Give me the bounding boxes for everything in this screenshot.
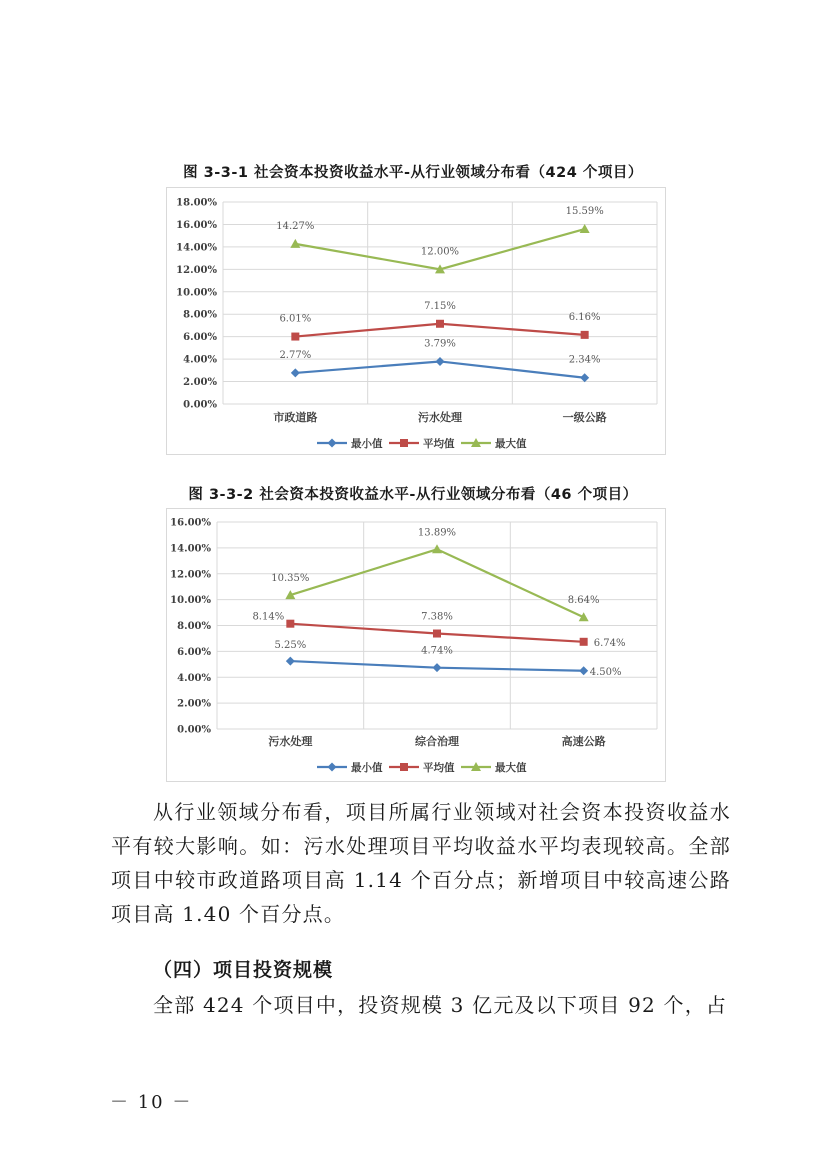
- legend-marker: [400, 439, 408, 447]
- data-point: [291, 368, 300, 377]
- data-label: 7.38%: [421, 611, 453, 623]
- data-point: [433, 663, 442, 672]
- y-tick-label: 10.00%: [170, 595, 211, 607]
- y-tick-label: 2.00%: [177, 698, 211, 710]
- data-label: 12.00%: [420, 246, 460, 258]
- x-category-label: 污水处理: [418, 411, 462, 424]
- legend-label: 最小值: [351, 438, 383, 450]
- legend-label: 最大值: [495, 762, 527, 774]
- legend-marker: [328, 763, 337, 772]
- data-point: [436, 320, 444, 328]
- x-category-label: 市政道路: [273, 411, 318, 424]
- y-tick-label: 10.00%: [176, 287, 217, 299]
- data-point: [581, 331, 589, 339]
- x-category-label: 高速公路: [561, 735, 606, 748]
- section-heading: （四）项目投资规模: [153, 959, 334, 981]
- data-label: 4.50%: [589, 666, 622, 678]
- legend-label: 平均值: [423, 438, 455, 450]
- x-category-label: 污水处理: [268, 735, 313, 748]
- paragraph-1-text: 从行业领域分布看，项目所属行业领域对社会资本投资收益水平有较大影响。如：污水处理项目平均收益水平均表现较高。全部项目中较市政道路项目高 1.14 个百分点；新增项目中较高速公路项目高 1.40 个百分点。: [111, 800, 731, 926]
- data-point: [286, 620, 294, 628]
- data-label: 15.59%: [565, 206, 604, 218]
- legend-marker: [328, 439, 337, 448]
- y-tick-label: 8.00%: [183, 309, 217, 321]
- data-point: [580, 224, 590, 233]
- data-point: [433, 630, 441, 638]
- data-point: [580, 638, 588, 646]
- y-tick-label: 16.00%: [170, 517, 211, 529]
- legend: [317, 761, 527, 774]
- series-1: [274, 640, 621, 678]
- y-tick-label: 6.00%: [177, 646, 211, 658]
- y-tick-label: 14.00%: [176, 242, 217, 254]
- series-line: [290, 549, 583, 617]
- data-point: [579, 666, 588, 675]
- data-point: [286, 657, 295, 666]
- data-label: 13.89%: [417, 527, 457, 539]
- data-label: 2.77%: [279, 349, 312, 361]
- data-label: 14.27%: [276, 220, 315, 232]
- data-label: 8.64%: [567, 595, 600, 607]
- data-point: [580, 373, 589, 382]
- legend-label: 平均值: [423, 762, 455, 774]
- series-1: [279, 338, 600, 382]
- y-tick-label: 12.00%: [170, 569, 211, 581]
- data-label: 7.15%: [424, 300, 456, 312]
- y-tick-label: 4.00%: [183, 354, 217, 366]
- body-paragraph-2: 全部 424 个项目中，投资规模 3 亿元及以下项目 92 个，占: [153, 993, 728, 1017]
- y-tick-label: 4.00%: [177, 672, 211, 684]
- y-tick-label: 0.00%: [177, 724, 211, 736]
- y-tick-label: 14.00%: [170, 543, 211, 555]
- data-label: 8.14%: [252, 611, 285, 623]
- data-point: [436, 357, 445, 366]
- data-label: 5.25%: [274, 640, 307, 652]
- chart1-svg: [167, 188, 667, 456]
- y-tick-label: 2.00%: [183, 377, 217, 389]
- legend-label: 最大值: [495, 438, 527, 450]
- data-point: [432, 544, 442, 553]
- data-label: 4.74%: [421, 645, 453, 657]
- series-2: [279, 301, 600, 341]
- y-tick-label: 16.00%: [176, 219, 217, 231]
- x-category-label: 一级公路: [562, 411, 607, 424]
- series-3: [271, 527, 599, 621]
- chart1-container: [166, 187, 666, 455]
- body-paragraph-1: [111, 795, 731, 931]
- data-label: 6.01%: [279, 313, 312, 325]
- y-tick-label: 0.00%: [183, 399, 217, 411]
- series-3: [276, 206, 603, 273]
- page-number: － 10 －: [110, 1092, 193, 1113]
- data-label: 6.16%: [568, 311, 601, 323]
- data-point: [291, 333, 299, 341]
- y-tick-label: 12.00%: [176, 264, 217, 276]
- y-tick-label: 18.00%: [176, 197, 217, 209]
- data-label: 6.74%: [593, 637, 626, 649]
- legend-marker: [400, 763, 408, 771]
- y-tick-label: 8.00%: [177, 621, 211, 632]
- legend-label: 最小值: [351, 762, 383, 774]
- chart2-svg: [167, 509, 667, 783]
- data-label: 2.34%: [568, 354, 601, 366]
- data-label: 10.35%: [271, 573, 310, 585]
- x-category-label: 综合治理: [415, 735, 459, 748]
- chart2-container: [166, 508, 666, 782]
- data-label: 3.79%: [424, 338, 456, 350]
- y-tick-label: 6.00%: [183, 332, 217, 344]
- legend: [317, 437, 527, 450]
- chart1-caption: 图 3-3-1 社会资本投资收益水平-从行业领域分布看（424 个项目）: [183, 165, 643, 181]
- chart2-caption: 图 3-3-2 社会资本投资收益水平-从行业领域分布看（46 个项目）: [188, 487, 638, 503]
